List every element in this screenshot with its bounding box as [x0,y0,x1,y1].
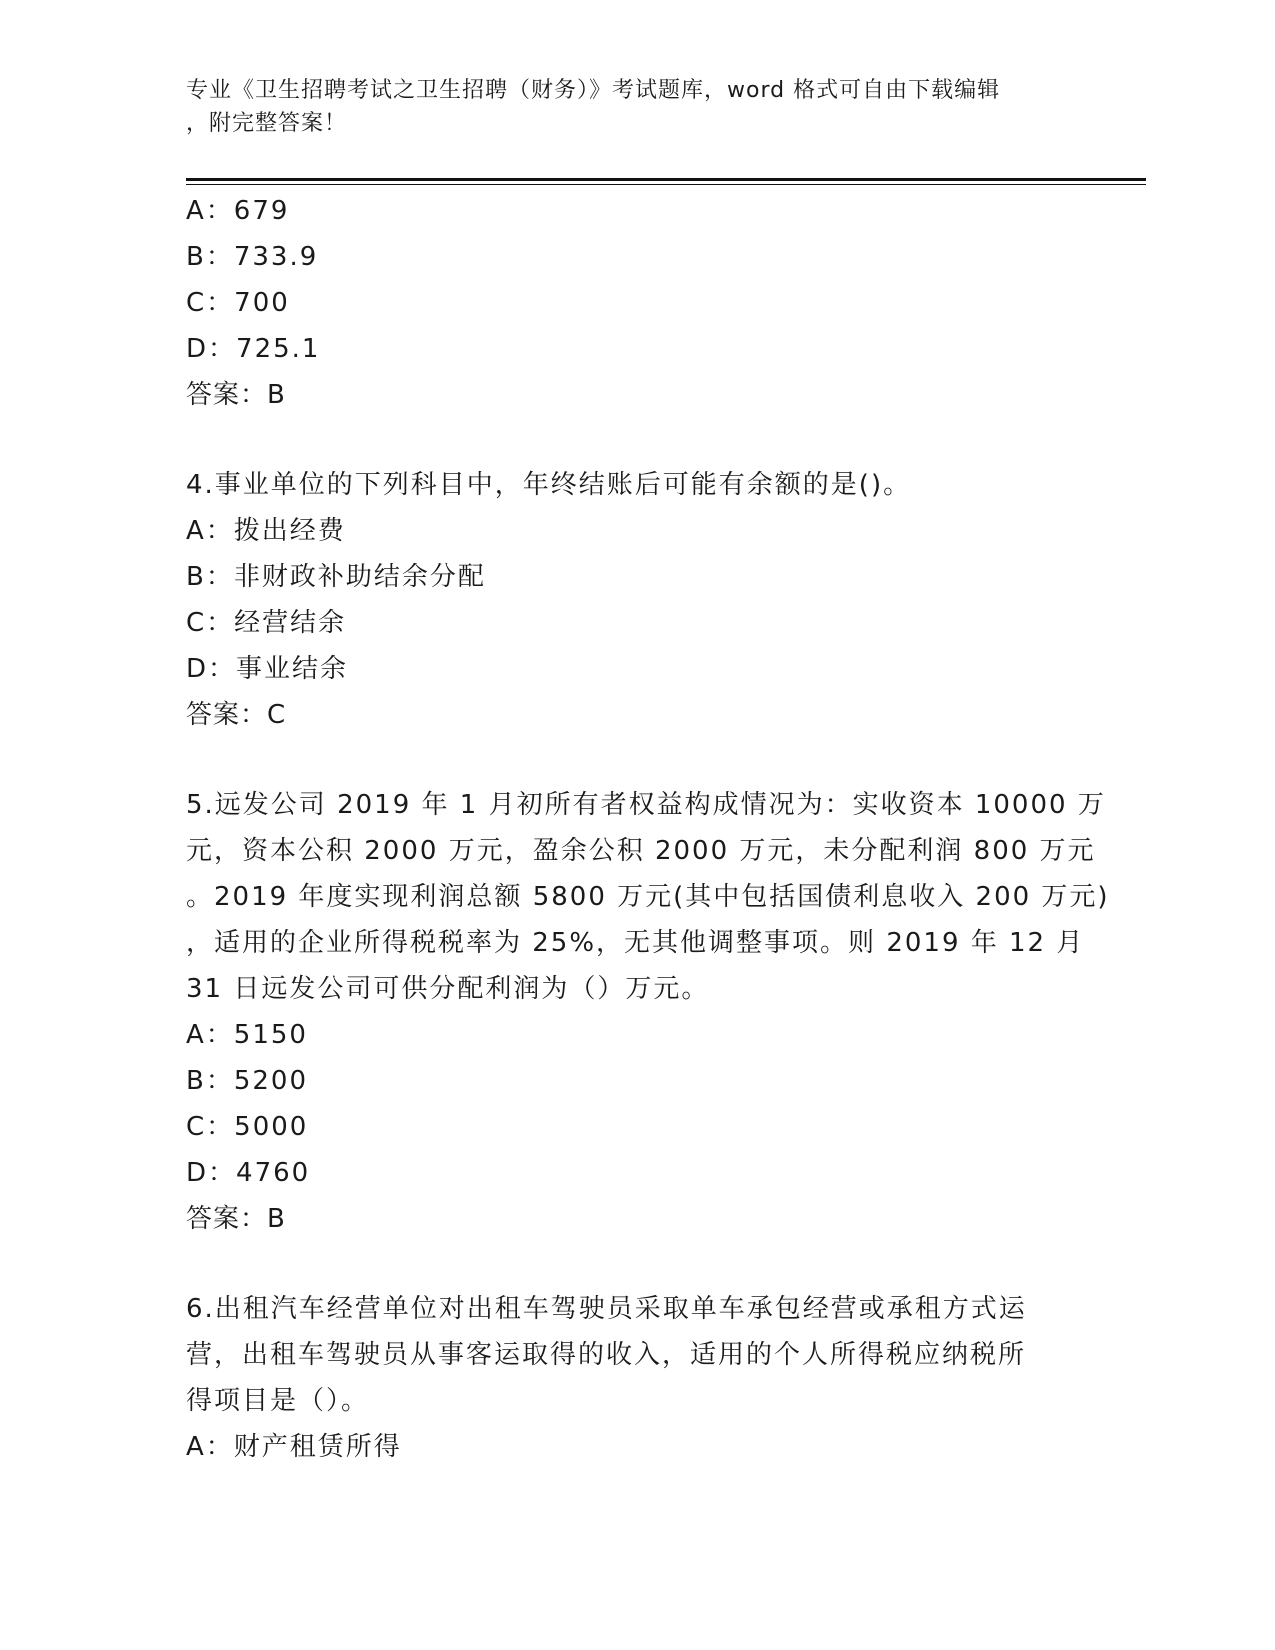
option-b: B：733.9 [186,242,319,272]
stem-line: 得项目是（）。 [186,1386,370,1416]
header-divider-thin [186,184,1146,185]
header-divider-thick [186,178,1146,181]
stem-line: 31 日远发公司可供分配利润为（）万元。 [186,974,710,1004]
question-list [186,188,1110,1470]
option-c: C：经营结余 [186,608,347,638]
question-4 [186,462,1066,738]
question-5 [186,782,1110,1242]
option-a: A：拨出经费 [186,516,346,546]
document-header [186,74,1066,140]
answer-label: 答案：C [186,700,287,730]
question-3 [186,188,1066,418]
stem-line: 4.事业单位的下列科目中，年终结账后可能有余额的是()。 [186,470,912,500]
question-stem [186,1286,1066,1424]
header-line-1: 专业《卫生招聘考试之卫生招聘（财务）》考试题库，word 格式可自由下载编辑 [186,78,1001,103]
stem-line: 6.出租汽车经营单位对出租车驾驶员采取单车承包经营或承租方式运 [186,1294,1027,1324]
option-d: D：4760 [186,1158,311,1188]
option-d: D：725.1 [186,334,321,364]
question-stem [186,782,1110,1012]
answer-label: 答案：B [186,1204,286,1234]
stem-line: 。2019 年度实现利润总额 5800 万元(其中包括国债利息收入 200 万元) [186,882,1110,912]
header-line-2: ，附完整答案！ [186,111,348,136]
option-d: D：事业结余 [186,654,349,684]
option-a: A：5150 [186,1020,308,1050]
option-c: C：700 [186,288,290,318]
stem-line: 5.远发公司 2019 年 1 月初所有者权益构成情况为：实收资本 10000 万 [186,790,1106,820]
answer-label: 答案：B [186,380,286,410]
option-b: B：非财政补助结余分配 [186,562,486,592]
option-a: A：679 [186,196,290,226]
question-6 [186,1286,1066,1470]
stem-line: ，适用的企业所得税税率为 25%，无其他调整事项。则 2019 年 12 月 [186,928,1085,958]
option-c: C：5000 [186,1112,309,1142]
option-b: B：5200 [186,1066,309,1096]
stem-line: 元，资本公积 2000 万元，盈余公积 2000 万元，未分配利润 800 万元 [186,836,1096,866]
question-stem [186,462,1066,508]
option-a: A：财产租赁所得 [186,1432,402,1462]
stem-line: 营，出租车驾驶员从事客运取得的收入，适用的个人所得税应纳税所 [186,1340,1027,1370]
